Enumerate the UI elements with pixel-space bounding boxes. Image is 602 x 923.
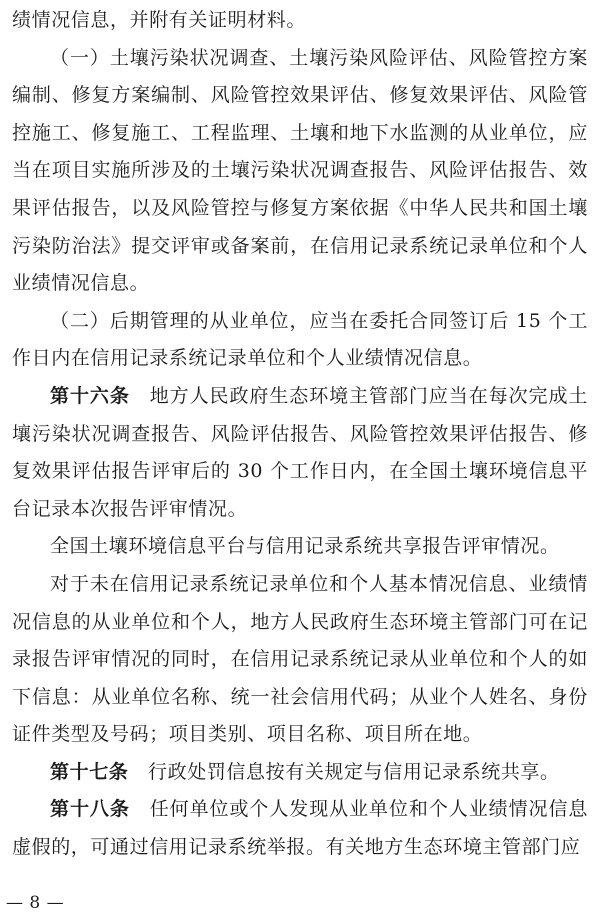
paragraph-platform-sharing [12, 528, 588, 566]
article-heading: 第十八条 [50, 798, 130, 821]
paragraph-text: 地方人民政府生态环境主管部门应当在每次完成土壤污染状况调查报告、风险评估报告、风险管控效果评估报告、修复效果评估报告评审后的 30 个工作日内，在全国土壤环境信息平台记录本次报告评审情况。 [12, 384, 589, 520]
article-16 [12, 378, 588, 528]
paragraph-item-2 [12, 303, 588, 378]
page-number: — 8 — [6, 893, 65, 913]
paragraph-text: 行政处罚信息按有关规定与信用记录系统共享。 [148, 760, 560, 783]
article-heading: 第十六条 [50, 384, 130, 407]
paragraph-item-1 [12, 40, 588, 303]
paragraph-text: （二）后期管理的从业单位，应当在委托合同签订后 15 个工作日内在信用记录系统记录单位和个人业绩情况信息。 [12, 309, 588, 370]
paragraph-text: （一）土壤污染状况调查、土壤污染风险评估、风险管控方案编制、修复方案编制、风险管控效果评估、修复效果评估、风险管控施工、修复施工、工程监理、土壤和地下水监测的从业单位，应当在项目实施所涉及的土壤污染状况调查报告、风险评估报告、效果评估报告，以及风险管控与修复方案依据《中华人民共和国土壤污染防治法》提交评审或备案前，在信用记录系统记录单位和个人业绩情况信息。 [12, 46, 588, 295]
paragraph-unregistered [12, 566, 588, 754]
article-17 [12, 754, 588, 792]
paragraph-text: 绩情况信息，并附有关证明材料。 [12, 9, 307, 31]
paragraph-continuation [12, 0, 588, 40]
paragraph-text: 对于未在信用记录系统记录单位和个人基本情况信息、业绩情况信息的从业单位和个人，地方人民政府生态环境主管部门可在记录报告评审情况的同时，在信用记录系统记录从业单位和个人的如下信息：从业单位名称、统一社会信用代码；从业个人姓名、身份证件类型及号码；项目类别、项目名称、项目所在地。 [12, 572, 588, 746]
article-heading: 第十七条 [50, 760, 129, 783]
paragraph-text: 全国土壤环境信息平台与信用记录系统共享报告评审情况。 [50, 535, 560, 558]
paragraph-text: 任何单位或个人发现从业单位和个人业绩情况信息虚假的，可通过信用记录系统举报。有关地方生态环境主管部门应 [12, 798, 589, 859]
article-18 [12, 791, 588, 866]
